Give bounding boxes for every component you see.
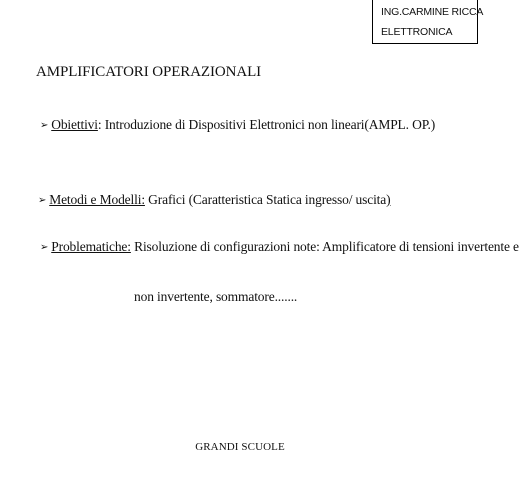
arrow-bullet-icon: ➢ — [40, 120, 49, 131]
bullet-problems-continuation: non invertente, sommatore....... — [134, 289, 298, 304]
header-author: ING.CARMINE RICCA — [381, 6, 484, 18]
page-title: AMPLIFICATORI OPERAZIONALI — [36, 64, 262, 80]
bullet-text: : Introduzione di Dispositivi Elettronici non lineari(AMPL. OP.) — [97, 117, 436, 132]
header-subject: ELETTRONICA — [381, 26, 453, 38]
bullet-label: Metodi e Modelli: — [49, 192, 145, 207]
arrow-bullet-icon: ➢ — [40, 242, 49, 253]
bullet-label: Problematiche: — [51, 239, 131, 254]
bullet-problems — [40, 239, 519, 255]
bullet-label: Obiettivi — [51, 117, 98, 132]
bullet-methods — [38, 192, 390, 208]
arrow-bullet-icon: ➢ — [38, 195, 47, 206]
header-box — [372, 0, 484, 44]
bullet-text: Grafici (Caratteristica Statica ingresso/ uscita — [144, 192, 387, 207]
footer-text: GRANDI SCUOLE — [195, 441, 285, 453]
bullet-text: Risoluzione di configurazioni note: Amplificatore di tensioni invertente e — [130, 239, 519, 254]
bullet-objectives — [40, 117, 435, 133]
bullet-text-tail: ) — [386, 192, 391, 207]
